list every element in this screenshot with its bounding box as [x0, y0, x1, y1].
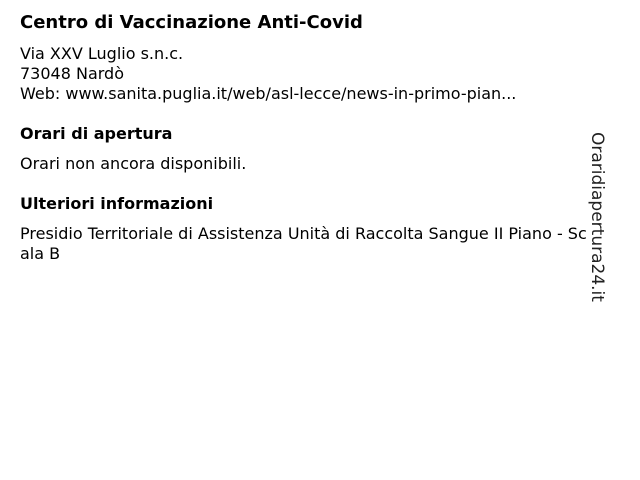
- site-brand: Oraridiapertura24.it: [587, 132, 607, 302]
- opening-hours-text: Orari non ancora disponibili.: [20, 154, 247, 173]
- website-link[interactable]: Web: www.sanita.puglia.it/web/asl-lecce/news-in-primo-pian...: [20, 84, 517, 103]
- opening-hours-heading: Orari di apertura: [20, 124, 173, 143]
- listing-card: [20, 10, 595, 264]
- address-line: Via XXV Luglio s.n.c.: [20, 44, 184, 63]
- more-info-heading: Ulteriori informazioni: [20, 194, 214, 213]
- page-title: Centro di Vaccinazione Anti-Covid: [20, 12, 363, 33]
- postal-city: 73048 Nardò: [20, 64, 124, 83]
- more-info-text: Presidio Territoriale di Assistenza Unità di Raccolta Sangue II Piano - Scala B: [20, 224, 587, 263]
